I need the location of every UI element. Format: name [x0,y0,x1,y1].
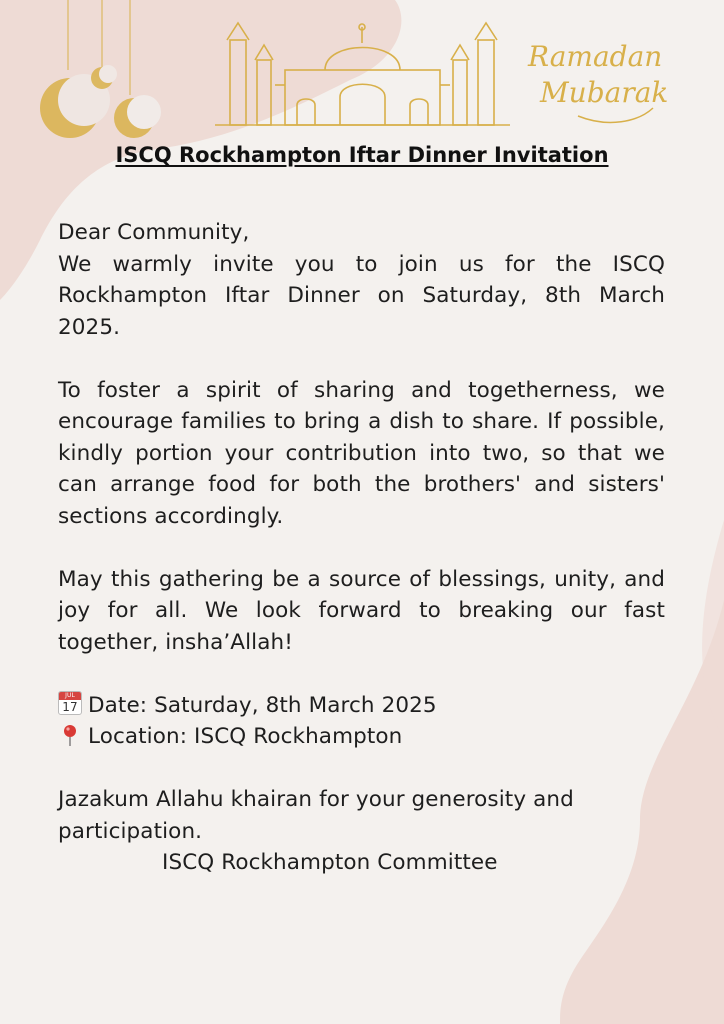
mosque-illustration [215,15,510,130]
page-title: ISCQ Rockhampton Iftar Dinner Invitation [115,143,609,167]
invitation-letter [58,217,665,879]
intro-paragraph: We warmly invite you to join us for the ISCQ Rockhampton Iftar Dinner on Saturday, 8th March 2025. [58,251,665,340]
location-line [58,721,665,753]
date-text: Date: Saturday, 8th March 2025 [88,692,437,718]
calendar-icon [58,691,82,715]
small-crescent-moon-icon [91,65,117,89]
sharing-paragraph: To foster a spirit of sharing and togetherness, we encourage families to bring a dish to share. If possible, kindly portion your contribution into two, so that we can arrange food for both the brothers' and sisters' sections accordingly. [58,377,665,529]
salutation: Dear Community, [58,220,250,245]
greeting-line-1: Ramadan [528,40,663,73]
date-line [58,690,665,722]
location-text: Location: ISCQ Rockhampton [88,724,403,749]
blessings-paragraph: May this gathering be a source of blessings, unity, and joy for all. We look forward to breaking our fast together, insha’Allah! [58,566,665,655]
hanging-crescent-moons [30,0,170,150]
ramadan-mubarak-logo [518,18,668,138]
closing-line: Jazakum Allahu khairan for your generosity and participation. [58,787,574,844]
committee-signature: ISCQ Rockhampton Committee [162,850,498,875]
location-pin-icon [58,723,82,747]
greeting-line-2: Mubarak [540,76,668,109]
calendar-icon-month: JUL [59,692,81,700]
calendar-icon-day: 17 [62,699,78,714]
crescent-moon-icon-right [114,95,161,138]
